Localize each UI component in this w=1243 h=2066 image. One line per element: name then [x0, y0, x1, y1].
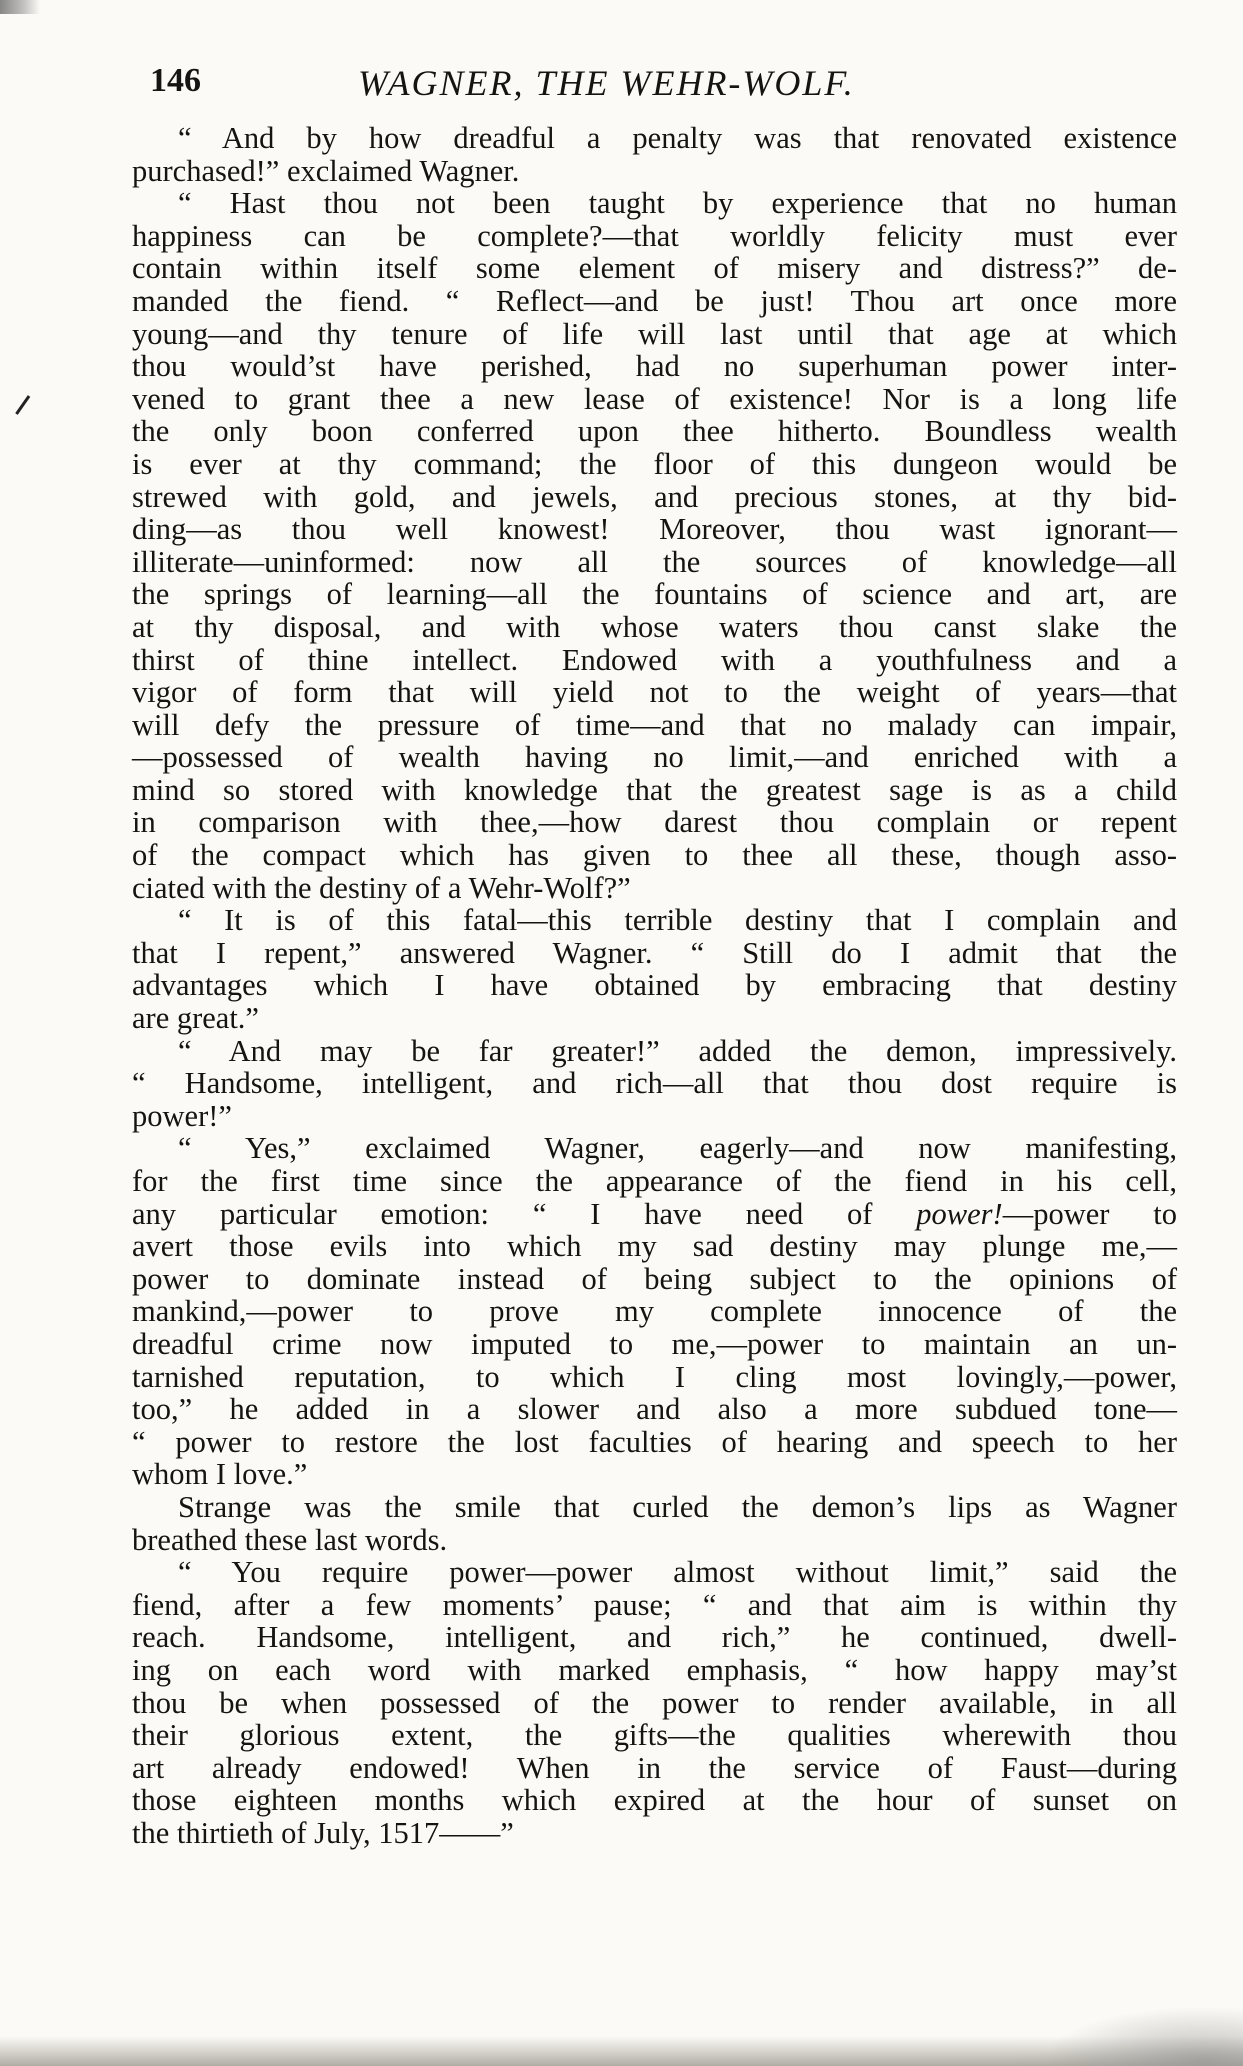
text-line: fiend, after a few moments’ pause; “ and that aim is within thy	[132, 1587, 1177, 1622]
text-line: ding—as thou well knowest! Moreover, thou wast ignorant—	[132, 512, 1177, 547]
paragraph-4	[132, 1035, 1177, 1133]
text-line: “ power to restore the lost faculties of hearing and speech to her	[132, 1424, 1177, 1459]
text-line: vened to grant thee a new lease of existence! Nor is a long life	[132, 381, 1177, 416]
text-line: breathed these last words.	[132, 1522, 448, 1557]
text-line: the thirtieth of July, 1517——”	[132, 1815, 514, 1850]
emphasis-word: power!	[916, 1196, 1003, 1231]
text-line: manded the fiend. “ Reflect—and be just! Thou art once more	[132, 283, 1177, 318]
paragraph-5	[132, 1132, 1177, 1491]
text-line: vigor of form that will yield not to the weight of years—that	[132, 675, 1177, 710]
text-line: power!”	[132, 1098, 232, 1133]
text-line: —possessed of wealth having no limit,—and enriched with a	[132, 740, 1177, 775]
text-line: ciated with the destiny of a Wehr-Wolf?”	[132, 870, 631, 905]
text-line: “ It is of this fatal—this terrible destiny that I complain and	[178, 903, 1177, 938]
text-line: their glorious extent, the gifts—the qualities wherewith thou	[132, 1718, 1177, 1753]
text-line: whom I love.”	[132, 1457, 308, 1492]
text-line: thou be when possessed of the power to render available, in all	[132, 1685, 1177, 1720]
text-line: for the first time since the appearance of the fiend in his cell,	[132, 1164, 1177, 1198]
text-line: “ You require power—power almost without limit,” said the	[178, 1555, 1177, 1590]
text-line: avert those evils into which my sad destiny may plunge me,—	[132, 1229, 1177, 1264]
scan-shadow-bottom	[0, 2036, 1243, 2066]
text-line: contain within itself some element of misery and distress?” de-	[132, 251, 1177, 286]
text-line: illiterate—uninformed: now all the sources of knowledge—all	[132, 544, 1177, 579]
text-line: strewed with gold, and jewels, and precious stones, at thy bid-	[132, 479, 1177, 514]
text-line: too,” he added in a slower and also a more subdued tone—	[132, 1392, 1177, 1427]
paragraph-1	[132, 122, 1177, 187]
text-line: purchased!” exclaimed Wagner.	[132, 153, 520, 188]
text-line: is ever at thy command; the floor of this dungeon would be	[132, 446, 1177, 481]
paragraph-2	[132, 187, 1177, 904]
page-number: 146	[150, 62, 201, 99]
text-line: that I repent,” answered Wagner. “ Still do I admit that the	[132, 935, 1177, 970]
paragraph-7	[132, 1556, 1177, 1849]
text-line: dreadful crime now imputed to me,—power to maintain an un-	[132, 1326, 1177, 1361]
text-line-with-emphasis	[132, 1198, 1177, 1231]
text-line: happiness can be complete?—that worldly felicity must ever	[132, 218, 1177, 253]
text-line: of the compact which has given to thee all these, though asso-	[132, 838, 1177, 873]
page-header	[140, 62, 1180, 112]
text-run: —power to	[1002, 1196, 1177, 1231]
text-line: mankind,—power to prove my complete innocence of the	[132, 1294, 1177, 1329]
scan-shadow-top	[0, 0, 40, 14]
text-line: thirst of thine intellect. Endowed with a youthfulness and a	[132, 642, 1177, 677]
text-line: tarnished reputation, to which I cling most lovingly,—power,	[132, 1359, 1177, 1394]
text-line: “ Handsome, intelligent, and rich—all that thou dost require is	[132, 1066, 1177, 1101]
text-line: “ And may be far greater!” added the demon, impressively.	[178, 1033, 1177, 1068]
text-line: Strange was the smile that curled the demon’s lips as Wagner	[178, 1489, 1177, 1524]
text-line: “ Hast thou not been taught by experience that no human	[178, 186, 1177, 221]
margin-pencil-mark	[15, 395, 42, 423]
text-line: mind so stored with knowledge that the greatest sage is as a child	[132, 772, 1177, 807]
text-line: young—and thy tenure of life will last until that age at which	[132, 316, 1177, 351]
running-title: WAGNER, THE WEHR-WOLF.	[358, 63, 855, 103]
text-line: thou would’st have perished, had no superhuman power inter-	[132, 349, 1177, 384]
text-line: ing on each word with marked emphasis, “ how happy may’st	[132, 1652, 1177, 1687]
paragraph-6	[132, 1491, 1177, 1556]
text-line: “ And by how dreadful a penalty was that renovated existence	[178, 121, 1177, 155]
text-run: any particular emotion: “ I have need of	[132, 1196, 917, 1231]
text-line: in comparison with thee,—how darest thou complain or repent	[132, 805, 1177, 840]
text-line: are great.”	[132, 1001, 259, 1036]
text-line: art already endowed! When in the service of Faust—during	[132, 1750, 1177, 1785]
text-line: will defy the pressure of time—and that no malady can impair,	[132, 707, 1177, 742]
text-line: reach. Handsome, intelligent, and rich,” he continued, dwell-	[132, 1620, 1177, 1655]
body-text	[132, 122, 1177, 1849]
paragraph-3	[132, 904, 1177, 1034]
text-line: the springs of learning—all the fountains of science and art, are	[132, 577, 1177, 612]
text-line: those eighteen months which expired at the hour of sunset on	[132, 1783, 1177, 1818]
text-line: power to dominate instead of being subject to the opinions of	[132, 1261, 1177, 1296]
text-line: at thy disposal, and with whose waters thou canst slake the	[132, 609, 1177, 644]
text-line: advantages which I have obtained by embracing that destiny	[132, 968, 1177, 1003]
text-line: “ Yes,” exclaimed Wagner, eagerly—and now manifesting,	[178, 1131, 1177, 1166]
text-line: the only boon conferred upon thee hitherto. Boundless wealth	[132, 414, 1177, 449]
